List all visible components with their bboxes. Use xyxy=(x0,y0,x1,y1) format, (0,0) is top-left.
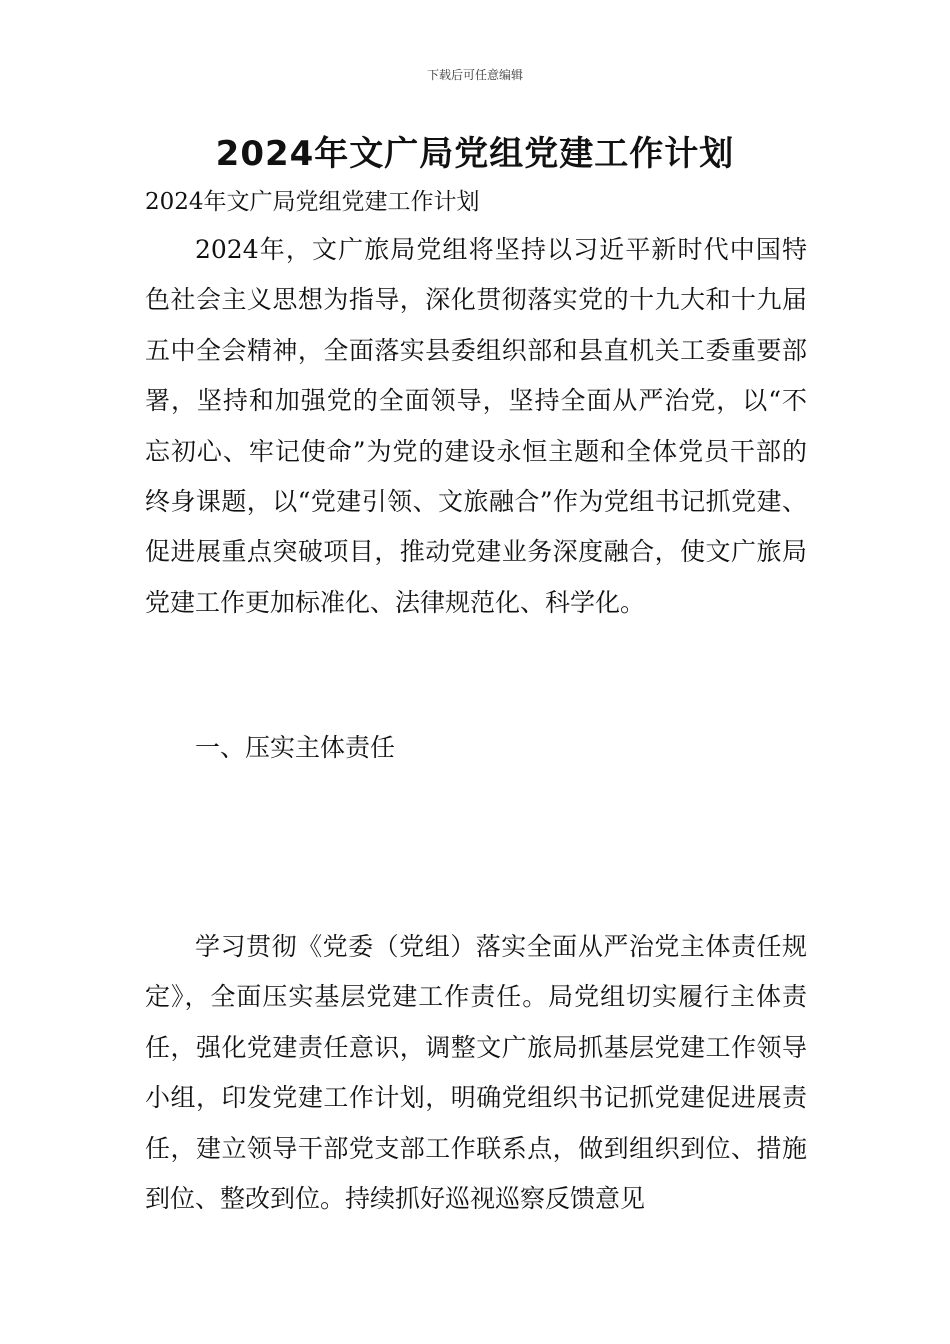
section-heading: 一、压实主体责任 xyxy=(195,733,396,762)
section-paragraph: 学习贯彻《党委（党组）落实全面从严治党主体责任规定》，全面压实基层党建工作责任。局党组切实履行主体责任，强化党建责任意识，调整文广旅局抓基层党建工作领导小组，印发党建工作计划，明确党组织书记抓党建促进展责任，建立领导干部党支部工作联系点，做到组织到位、措施到位、整改到位。持续抓好巡视巡察反馈意见 xyxy=(145,932,807,1214)
intro-paragraph: 2024年，文广旅局党组将坚持以习近平新时代中国特色社会主义思想为指导，深化贯彻落实党的十九大和十九届五中全会精神，全面落实县委组织部和县直机关工委重要部署，坚持和加强党的全面领导，坚持全面从严治党，以“不忘初心、牢记使命”为党的建设永恒主题和全体党员干部的终身课题，以“党建引领、文旅融合”作为党组书记抓党建、促进展重点突破项目，推动党建业务深度融合，使文广旅局党建工作更加标准化、法律规范化、科学化。 xyxy=(145,235,807,617)
document-title: 2024年文广局党组党建工作计划 xyxy=(215,134,735,174)
header-note: 下载后可任意编辑 xyxy=(426,68,523,82)
document-subtitle: 2024年文广局党组党建工作计划 xyxy=(145,189,480,215)
